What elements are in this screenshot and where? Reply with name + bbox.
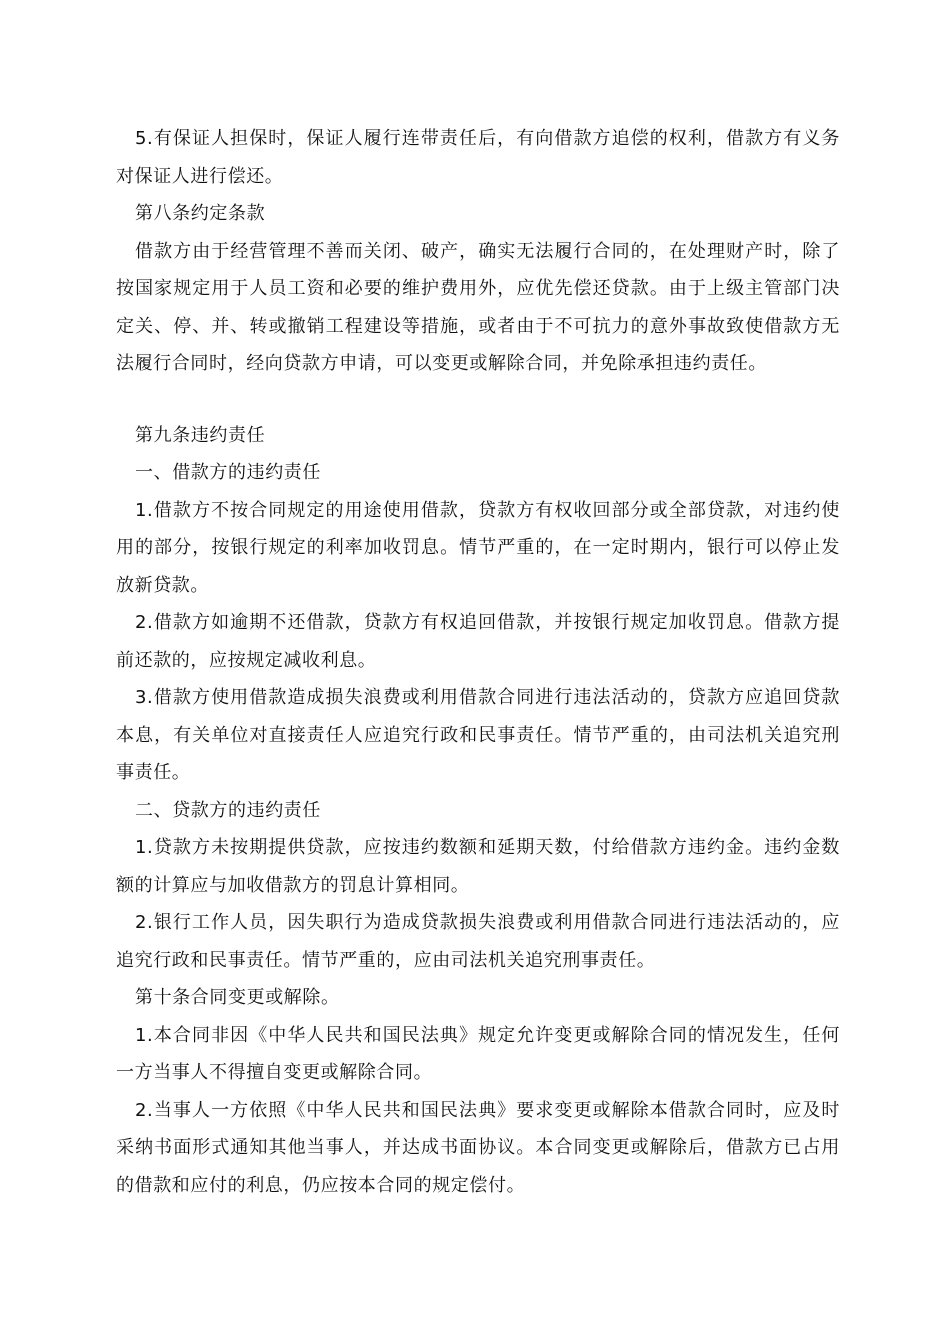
article-10-item-1: 1.本合同非因《中华人民共和国民法典》规定允许变更或解除合同的情况发生，任何一方当事人不得擅自变更或解除合同。 <box>116 1024 840 1083</box>
paragraph-gap <box>116 383 840 417</box>
borrower-liability-heading: 一、借款方的违约责任 <box>135 462 321 483</box>
lender-liability-heading: 二、贷款方的违约责任 <box>135 799 321 821</box>
borrower-liability-item-2: 2.借款方如逾期不还借款，贷款方有权追回借款，并按银行规定加收罚息。借款方提前还款的，应按规定减收利息。 <box>116 612 840 671</box>
borrower-liability-item-3: 3.借款方使用借款造成损失浪费或利用借款合同进行违法活动的，贷款方应追回贷款本息，有关单位对直接责任人应追究行政和民事责任。情节严重的，由司法机关追究刑事责任。 <box>116 687 840 783</box>
document-body <box>116 120 840 1204</box>
clause-7-item-5: 5.有保证人担保时，保证人履行连带责任后，有向借款方追偿的权利，借款方有义务对保证人进行偿还。 <box>116 128 840 187</box>
article-10-item-2: 2.当事人一方依照《中华人民共和国民法典》要求变更或解除本借款合同时，应及时采纳书面形式通知其他当事人，并达成书面协议。本合同变更或解除后，借款方已占用的借款和应付的利息，仍应按本合同的规定偿付。 <box>116 1099 840 1196</box>
lender-liability-item-1: 1.贷款方未按期提供贷款，应按违约数额和延期天数，付给借款方违约金。违约金数额的计算应与加收借款方的罚息计算相同。 <box>116 837 840 896</box>
article-8-heading: 第八条约定条款 <box>135 203 266 224</box>
borrower-liability-item-1: 1.借款方不按合同规定的用途使用借款，贷款方有权收回部分或全部贷款，对违约使用的部分，按银行规定的利率加收罚息。情节严重的，在一定时期内，银行可以停止发放新贷款。 <box>116 499 840 596</box>
article-10-heading: 第十条合同变更或解除。 <box>135 987 340 1008</box>
article-8-body: 借款方由于经营管理不善而关闭、破产，确实无法履行合同的，在处理财产时，除了按国家规定用于人员工资和必要的维护费用外，应优先偿还贷款。由于上级主管部门决定关、停、并、转或撤销工程建设等措施，或者由于不可抗力的意外事故致使借款方无法履行合同时，经向贷款方申请，可以变更或解除合同，并免除承担违约责任。 <box>116 240 840 374</box>
lender-liability-item-2: 2.银行工作人员，因失职行为造成贷款损失浪费或利用借款合同进行违法活动的，应追究行政和民事责任。情节严重的，应由司法机关追究刑事责任。 <box>116 912 840 971</box>
article-9-heading: 第九条违约责任 <box>135 424 266 446</box>
